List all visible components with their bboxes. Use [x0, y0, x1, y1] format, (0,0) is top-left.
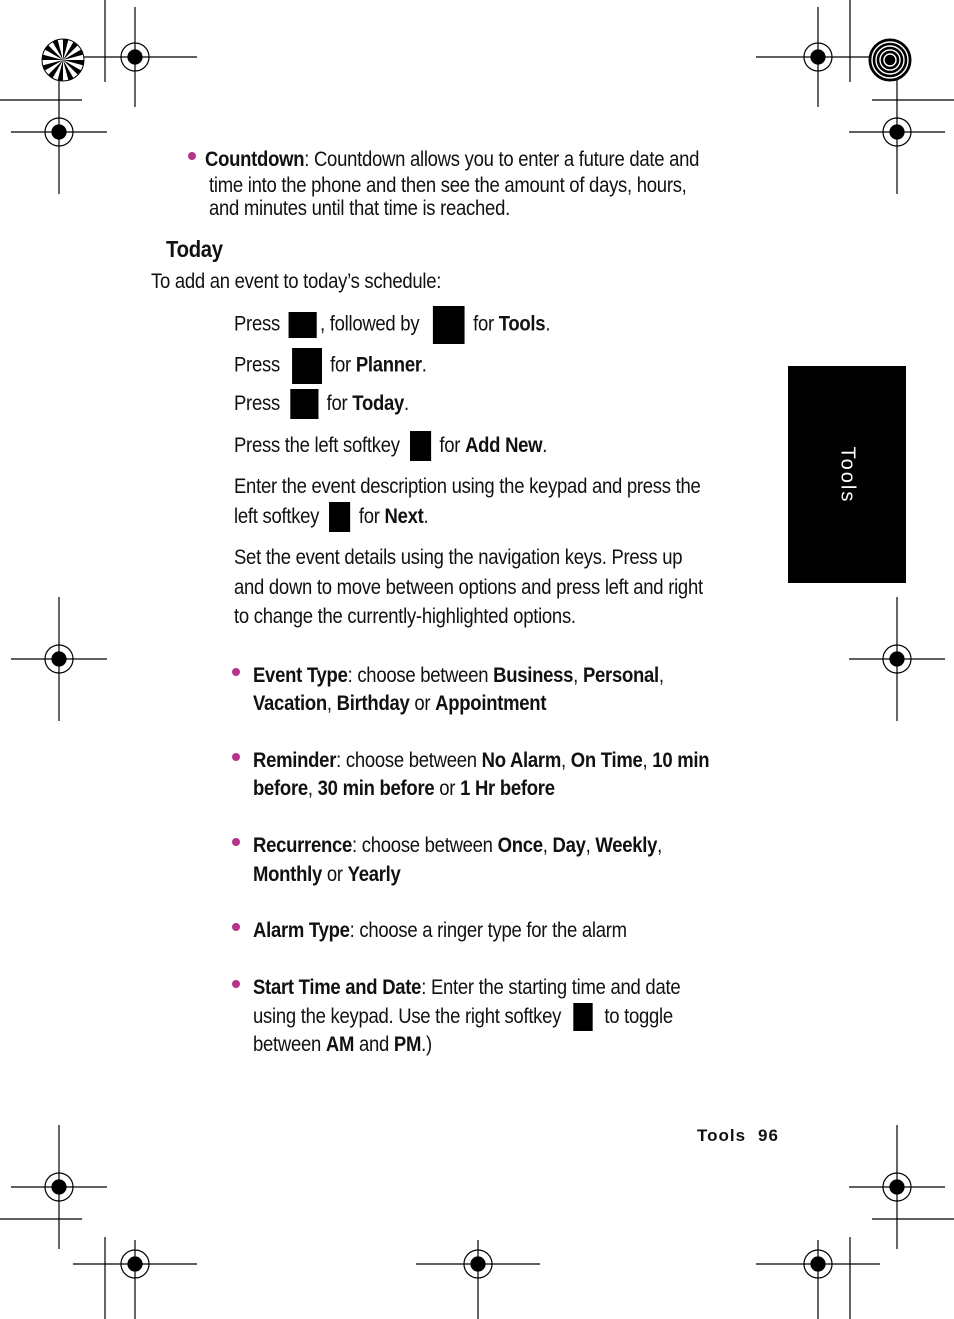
step-text: Press the left softkey: [234, 434, 400, 457]
bullet-dot: [232, 753, 240, 761]
alarm-type-line: [253, 916, 627, 945]
step-text: Press: [234, 353, 280, 377]
option-text: between: [253, 1033, 322, 1056]
option-value: On Time: [570, 749, 643, 772]
comma: ,: [573, 664, 579, 687]
comma: ,: [658, 664, 664, 687]
left-softkey-icon: [329, 502, 350, 532]
option-value: AM: [325, 1033, 355, 1056]
reminder-line-2: [253, 774, 555, 803]
step-4: [234, 431, 547, 461]
step-6-line-3: to change the currently-highlighted options.: [234, 605, 576, 628]
section-side-tab: [788, 366, 906, 583]
start-time-line-2: [253, 1002, 673, 1031]
option-value: 30 min before: [317, 777, 435, 800]
comma: ,: [326, 692, 332, 715]
key-4-icon: [433, 306, 465, 344]
reminder-line-1: [253, 746, 709, 775]
key-2-icon: [292, 348, 322, 384]
page-number: 96: [758, 1126, 779, 1145]
step-text: for: [439, 434, 461, 457]
step-bold: Next: [384, 505, 424, 528]
option-value: PM: [393, 1033, 422, 1056]
option-text: : choose between: [347, 664, 489, 687]
option-term: Event Type: [253, 664, 348, 687]
option-value: Yearly: [347, 863, 401, 886]
step-6-line-2: and down to move between options and press left and right: [234, 576, 703, 599]
step-text: left softkey: [234, 505, 320, 528]
step-bold: Today: [352, 392, 405, 415]
option-term: Alarm Type: [253, 919, 350, 942]
starburst-target-left: [42, 39, 84, 81]
countdown-text: : Countdown allows you to enter a future date and: [304, 148, 700, 171]
step-bold: Add New: [465, 434, 543, 457]
starburst-target-right: [869, 39, 911, 81]
step-text: Press: [234, 392, 280, 415]
option-value: Business: [493, 664, 574, 687]
step-text: for: [330, 353, 351, 377]
step-3: [234, 389, 409, 419]
option-value: 10 min: [652, 749, 710, 772]
start-time-line-1: [253, 973, 680, 1002]
step-text: .: [421, 353, 427, 377]
option-value: Appointment: [435, 692, 547, 715]
start-time-line-3: [253, 1030, 432, 1059]
option-term: Recurrence: [253, 834, 353, 857]
menu-key-icon: [288, 312, 316, 338]
section-title-text: Today: [166, 236, 223, 262]
bullet-dot: [232, 980, 240, 988]
option-value: Birthday: [336, 692, 410, 715]
left-softkey-icon: [410, 431, 431, 461]
countdown-line-3: and minutes until that time is reached.: [209, 197, 510, 220]
comma: ,: [585, 834, 591, 857]
option-value: No Alarm: [481, 749, 562, 772]
option-text: or: [414, 692, 431, 715]
bullet-dot: [232, 923, 240, 931]
step-text: for: [358, 505, 380, 528]
right-softkey-icon: [573, 1003, 592, 1031]
step-bold: Planner: [355, 353, 422, 377]
step-text: .: [545, 312, 551, 336]
step-5-line-1: Enter the event description using the keypad and press the: [234, 475, 701, 498]
intro-text: To add an event to today’s schedule:: [151, 270, 442, 293]
comma: ,: [307, 777, 313, 800]
bullet-dot: [232, 668, 240, 676]
step-text: .: [423, 505, 429, 528]
option-term: Start Time and Date: [253, 976, 422, 999]
section-title: [166, 235, 223, 264]
option-term: Reminder: [253, 749, 337, 772]
step-6-line-1: Set the event details using the navigation keys. Press up: [234, 546, 683, 569]
step-text: Press: [234, 312, 280, 336]
option-value: Personal: [582, 664, 659, 687]
step-text: , followed by: [320, 312, 420, 336]
option-text: : choose between: [352, 834, 493, 857]
step-bold: Tools: [498, 312, 546, 336]
bullet-dot: [232, 838, 240, 846]
option-value: Vacation: [253, 692, 327, 715]
comma: ,: [561, 749, 566, 772]
comma: ,: [657, 834, 663, 857]
side-tab-label: Tools: [836, 446, 859, 503]
comma: ,: [642, 749, 648, 772]
option-text: to toggle: [604, 1005, 673, 1028]
option-value: Weekly: [595, 834, 658, 857]
option-value: Monthly: [253, 863, 322, 886]
countdown-line-2: time into the phone and then see the amount of days, hours,: [209, 174, 687, 197]
recurrence-line-1: [253, 831, 662, 860]
step-text: for: [326, 392, 348, 415]
step-2: [234, 348, 427, 384]
event-type-line-2: [253, 689, 546, 718]
event-type-line-1: [253, 661, 664, 690]
footer-section: Tools: [697, 1126, 747, 1145]
option-text: : choose a ringer type for the alarm: [349, 919, 627, 942]
option-value: before: [253, 777, 308, 800]
comma: ,: [542, 834, 548, 857]
option-value: Day: [552, 834, 586, 857]
option-text: using the keypad. Use the right softkey: [253, 1005, 562, 1028]
option-text: : Enter the starting time and date: [421, 976, 681, 999]
option-text: or: [439, 777, 456, 800]
option-value: 1 Hr before: [460, 777, 555, 800]
countdown-term: Countdown: [205, 148, 305, 171]
step-1: [234, 306, 550, 344]
step-text: .: [542, 434, 548, 457]
option-value: Once: [497, 834, 543, 857]
option-text: or: [326, 863, 343, 886]
step-text: .: [404, 392, 409, 415]
bullet-dot: [188, 152, 196, 160]
key-1-icon: [290, 389, 318, 419]
step-text: for: [473, 312, 494, 336]
option-text: : choose between: [336, 749, 477, 772]
recurrence-line-2: [253, 860, 401, 889]
countdown-line-1: [205, 145, 699, 174]
option-text: and: [358, 1033, 390, 1056]
option-text: .): [421, 1033, 432, 1056]
step-5-line-2: [234, 502, 428, 532]
